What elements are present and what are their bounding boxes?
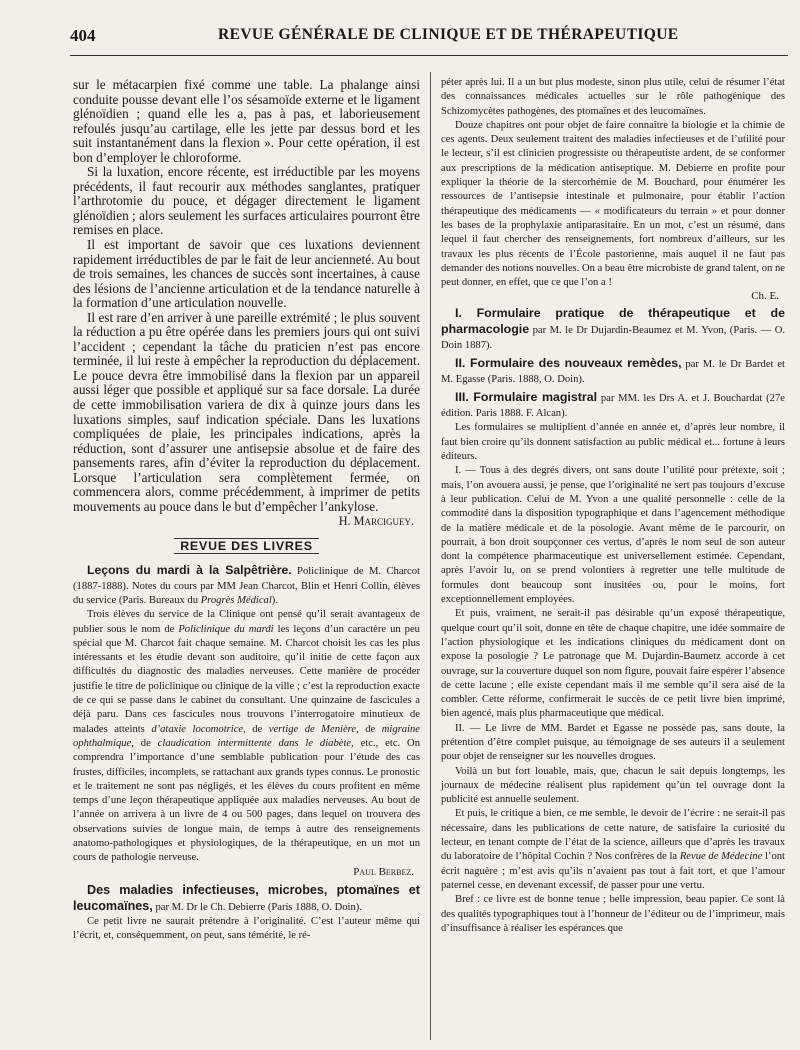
text-run: , de	[356, 723, 382, 735]
book-title: Des maladies infectieuses, microbes, ptomaïnes et leucomaïnes,	[73, 882, 420, 913]
book-title: Leçons du mardi à la Salpêtrière.	[87, 563, 292, 578]
book-entry	[73, 883, 420, 915]
book-title: III. Formulaire magistral	[455, 390, 598, 405]
book-reference: Policlinique de M. Charcot (1887-1888). Notes du cours par MM Jean Charcot, Blin et Henri Collin, élèves du service (Paris. Bureaux du	[73, 566, 420, 606]
book-title: II. Formulaire des nouveaux remèdes,	[455, 356, 682, 371]
text-run: , etc., etc. On comprendra l’importance d’une semblable publication pour l’étude des cas frustes, difficiles, incomplets, se rattachant aux grands types connus. Le pronostic et le traitement ne sont pas négligés, et les élèves du cours profitent en même temps d’une leçon thérapeutique appliquée aux maladies nerveuses. Au bout de l’année on arrivera à un livre de 4 ou 500 pages, dans lequel on trouvera des observations suivies de longue main, de temps à autre des renseignements anatomo-pathologiques et physiologiques, de la thérapeutique, en un mot un cours de pathologie nerveuse.	[73, 737, 420, 864]
book-reference: par M. le Dr Bardet et M. Egasse (Paris. 1888, O. Doin).	[441, 359, 785, 386]
text-run: , de	[131, 737, 158, 749]
paragraph: sur le métacarpien fixé comme une table. La phalange ainsi conduite pousse devant elle l’os sésamoïde externe et le ligament glénoïdien ; quand elle les a, pas à pas, et laborieusement refoulés jusqu’au cartilage, elle les jette par dessus bord et les suit instantanément dans la flexion ». Pour cette opération, il est bon d’employer le chloroforme.	[73, 77, 420, 165]
page-header	[70, 26, 788, 48]
text-run: Et puis, le critique a bien, ce me semble, le devoir de l’écrire : ne serait-il pas nécessaire, dans les publications de cette nature, de satisfaire la curiosité du lecteur, en tenant compte de l’état de la science, ailleurs que d’après les travaux du laboratoire de l’hôpital Cochin ? Nos confrères de la	[441, 808, 785, 863]
italic-text: vertige de Menière	[268, 723, 357, 735]
paragraph: péter après lui. Il a un but plus modeste, sinon plus utile, celui de résumer l’état des connaissances médicales actuelles sur le rôle pathogénique des Schizomycètes pathogènes, des ptomaïnes et des leucomaïnes.	[441, 77, 785, 117]
book-entry	[441, 390, 785, 421]
text-run: , de	[243, 723, 269, 735]
italic-text: migraine ophthalmique	[73, 723, 421, 749]
header-rule	[70, 55, 788, 56]
text-run: les leçons d’un caractère un peu spécial que M. Charcot fait chaque semaine. M. Charcot choisit les cas les plus intéressants et les étudie devant son auditoire, qu’il initie de cette façon aux difficultés du diagnostic des maladies nerveuses. Cette manière de procéder justifie le titre de policlinique ou clinique de la ville ; c’est la reproduction exacte de ce qui se passe dans le cabinet du consultant. Une quinzaine de fascicules a déjà paru. Dans ces fascicules nous trouvons l’interrogatoire minutieux de malades atteints	[73, 623, 420, 735]
paragraph	[441, 807, 785, 893]
paragraph: Douze chapitres ont pour objet de faire connaître la biologie et la chimie de ces agents. Deux seulement traitent des maladies infectieuses et de l’utilité pour le lecteur, s’il est clinicien progressiste ou thérapeutiste ardent, de se conformer aux prescriptions de la médication antiseptique. M. Debierre en profite pour expliquer la théorie de la stercorhémie de M. Bouchard, pour énumérer les ressources de l’antisepsie intestinale et pulmonaire, pour établir l’action thérapeutique des médicaments — « modificateurs du terrain » et pour donner les bases de la prophylaxie antiparasitaire. En un mot, c’est un résumé, dans lequel il faut chercher des renseignements, fort nombreux d’ailleurs, sur les travaux les plus récents de l’École pastorienne, mais auquel il ne faut pas demander des notions nouvelles. On a beau être microbiste de grand talent, on ne peut donner, en effet, que ce que l’on a !	[441, 119, 785, 289]
author-signature: H. Marciguey.	[338, 514, 414, 529]
column-divider	[430, 72, 431, 1040]
section-title: REVUE DES LIVRES	[174, 538, 319, 554]
book-entry	[441, 306, 785, 353]
paragraph: Et puis, vraiment, ne serait-il pas désirable qu’un exposé thérapeutique, quelque court qu’il soit, donne en tête de chaque chapitre, une idée sommaire de l’action physiologique et les indications cliniques du médicament dont on expose la posologie ? Le patronage que M. Dujardin-Baumetz accorde à cet ouvrage, sur la couverture duquel son nom figure, pouvait faire espérer l’absence de cette lacune ; elle existe cependant mais il me semble qu’il sera aisé de la combler. Cette réforme, confirmerait le succès de ce petit livre bien imprimé, bien agencé, mais plus pharmaceutique que médical.	[441, 608, 785, 720]
paragraph: Bref : ce livre est de bonne tenue ; belle impression, beau papier. Ce sont là des qualités typographiques tout à l’honneur de l’éditeur ou de l’imprimeur, mais d’insuffisance à réaliser les espérances que	[441, 894, 785, 934]
book-reference: par M. le Dr Dujardin-Beaumez et M. Yvon, (Paris. — O. Doin 1887).	[441, 325, 785, 352]
book-entry	[73, 563, 420, 608]
book-reference-end: ).	[271, 595, 278, 606]
journal-name: Revue de Médecine	[679, 851, 763, 863]
section-heading	[73, 538, 420, 554]
paragraph: II. — Le livre de MM. Bardet et Egasse ne possède pas, sans doute, la prétention d’être complet puisque, au témoignage de ses auteurs il a seulement pour objet de renseigner sur les nouvelles drogues.	[441, 722, 785, 763]
paragraph: I. — Tous à des degrés divers, ont sans doute l’utilité pour prétexte, soit ; mais, l’on avouera aussi, je pense, que l’originalité ne sert pas toujours d’excuse à leur publication. Celui de M. Yvon a une qualité personnelle : celle de la commodité dans la disposition typographique et dans l’agencement méthodique de la matière médicale et de la posologie. Avant même de le parcourir, on pourrait, à bon droit soupçonner ces vertus, d’après le nom seul de son auteur dont la compétence pharmaceutique est universellement estimée. Cependant, après l’avoir lu, on se prend volontiers à regretter une telle multitude de formules dont beaucoup sont inusitées ou, pour le moins, fort exceptionnellement employées.	[441, 465, 785, 606]
author-signature: Paul Berbez.	[353, 865, 414, 878]
text-run: Trois élèves du service de la Clinique ont pensé qu’il serait avantageux de publier sous le nom de	[73, 609, 420, 635]
paragraph: Il est important de savoir que ces luxations deviennent rapidement irréductibles de par le fait de leur ancienneté. Au bout de trois semaines, les chances de succès sont incertaines, à cause des lésions de l’ancienne articulation et de la tendance naturelle à la formation d’une articulation nouvelle.	[73, 237, 420, 311]
book-reference: par MM. les Drs A. et J. Bouchardat (27e édition. Paris 1888. F. Alcan).	[441, 393, 785, 420]
right-column	[441, 76, 785, 936]
journal-name: Progrès Médical	[200, 595, 272, 606]
italic-text: claudication intermittente dans le diabète	[157, 737, 352, 749]
text-run: l’ont écrit naguère ; m’est avis qu’ils n’avaient pas tout à fait tort, et que l’amour paternel cesse, en devenant excessif, de passer pour une vertu.	[441, 851, 785, 891]
book-review-paragraph	[73, 608, 420, 865]
book-title: I. Formulaire pratique de thérapeutique et de pharmacologie	[441, 306, 785, 337]
paragraph: Les formulaires se multiplient d’année en année et, d’après leur nombre, il faut bien croire qu’ils donnent satisfaction au public médical et... fortune à leurs éditeurs.	[441, 422, 785, 463]
page-number: 404	[70, 26, 96, 45]
paragraph: Voilà un but fort louable, mais, que, chacun le sait depuis longtemps, les journaux de médecine réalisent plus rapidement qu’un tel ouvrage dont la publicité est annuelle seulement.	[441, 765, 785, 806]
book-review-paragraph: Ce petit livre ne saurait prétendre à l’originalité. C’est l’auteur même qui l’écrit, et, conséquemment, on peut, sans témérité, le ré-	[73, 915, 420, 941]
italic-text: Policlinique du mardi	[178, 623, 274, 635]
author-signature: Ch. E.	[751, 290, 779, 303]
left-column	[73, 78, 420, 943]
paragraph: Si la luxation, encore récente, est irréductible par les moyens précédents, il faut recourir aux méthodes sanglantes, pratiquer l’arthrotomie du pouce, et dégager directement le ligament glénoïdien ; alors seulement les surfaces articulaires pourront être remises en place.	[73, 164, 420, 238]
paragraph: Il est rare d’en arriver à une pareille extrémité ; le plus souvent la réduction a pu être opérée dans les premiers jours qui ont suivi l’accident ; cependant la tâche du praticien n’est pas encore terminée, il lui reste à empêcher la reproduction du déplacement. Le pouce devra être immobilisé dans la flexion par un appareil aussi léger que possible et appliqué sur sa face dorsale. La durée de cette immobilisation variera de dix à quinze jours dans les luxations simples, sauf indication spéciale. Dans les luxations compliquées de plaie, les principales indications, après la réduction, sont d’assurer une antisepsie absolue et de faire des pansements rares, afin d’éviter la reproduction du déplacement. Lorsque l’articulation sera complètement fermée, on commencera alors, comme précédemment, à imprimer de petits mouvements au pouce dans le but d’empêcher l’ankylose.	[73, 309, 420, 514]
italic-text: d’ataxie locomotrice	[151, 723, 244, 735]
book-entry	[441, 356, 785, 387]
running-title: REVUE GÉNÉRALE DE CLINIQUE ET DE THÉRAPEUTIQUE	[218, 26, 679, 43]
book-reference: par M. Dr le Ch. Debierre (Paris 1888, O. Doin).	[152, 901, 362, 913]
